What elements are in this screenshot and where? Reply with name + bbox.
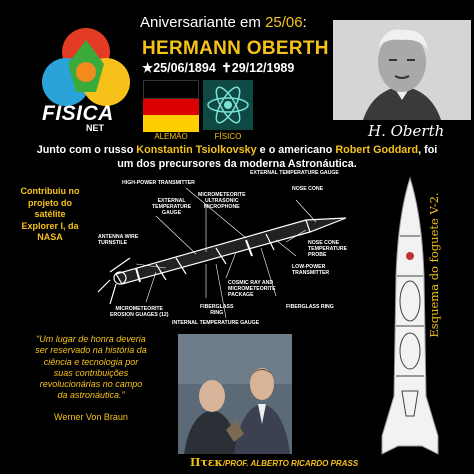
label-line: LOW-POWER	[292, 264, 326, 270]
label-micrometeorite-mic	[198, 192, 246, 210]
label-line: PROBE	[308, 252, 327, 258]
label-low-power-transmitter	[292, 264, 329, 276]
physics-atom-icon	[203, 80, 253, 130]
fisica-net-logo	[36, 20, 140, 136]
footer-pitek: Πτεκ	[190, 456, 223, 469]
logo-text-fisica: FISICA	[42, 102, 114, 125]
explorer-satellite-diagram	[96, 168, 372, 328]
explorer-note-line: Contribuiu no	[20, 186, 80, 196]
explorer-note-line: projeto do	[28, 197, 72, 208]
label-antenna-wire	[98, 234, 138, 246]
logo-text-net: NET	[86, 123, 104, 133]
quote-line: revolucionárias no campo	[39, 379, 143, 390]
oberth-signature: H. Oberth	[368, 122, 445, 140]
label-nose-cone-probe	[308, 240, 347, 258]
quote-line: ser reservado na história da	[35, 345, 147, 356]
label-line: ULTRASONIC	[204, 198, 239, 204]
quote-author: Werner Von Braun	[54, 412, 128, 422]
label-line: EROSION GUAGES (12)	[110, 312, 169, 318]
intro-line-2: um dos precursores da moderna Astronáutica.	[117, 158, 357, 170]
title-date: 25/06	[265, 14, 303, 31]
footer-credit	[190, 456, 358, 469]
person-goddard: Robert Goddard	[335, 144, 419, 156]
germany-label: ALEMÃO	[154, 132, 188, 141]
oberth-von-braun-photo	[178, 334, 292, 454]
title-prefix: Aniversariante em	[140, 14, 266, 31]
label-line: TURNSTILE	[98, 240, 128, 246]
label-line: TEMPERATURE	[152, 204, 192, 210]
explorer-note-line: satélite	[34, 209, 66, 219]
label-line: GAUGE	[162, 210, 182, 216]
label-nose-cone: NOSE CONE	[292, 186, 324, 192]
label-line: NOSE CONE	[308, 240, 340, 246]
label-high-power-transmitter: HIGH-POWER TRANSMITTER	[122, 180, 195, 186]
label-line: MICROMETEORITE	[198, 192, 246, 198]
label-line: FIBERGLASS	[200, 304, 234, 310]
intro-part-3: , foi	[418, 144, 438, 156]
label-cosmic-ray	[228, 280, 276, 298]
label-ext-temp-gauge-left	[152, 198, 191, 216]
quote-line: suas contribuições	[53, 367, 129, 378]
rocket-caption-text: Esquema do foguete V-2.	[427, 192, 441, 338]
von-braun-quote	[6, 334, 176, 402]
label-line: PACKAGE	[228, 292, 254, 298]
label-line: TEMPERATURE	[308, 246, 348, 252]
anniversary-title	[140, 14, 307, 31]
intro-part-2: e o americano	[256, 144, 336, 156]
label-ext-temp-gauge-top: EXTERNAL TEMPERATURE GAUGE	[250, 170, 339, 176]
birth-date: ★25/06/1894	[142, 61, 216, 75]
rocket-caption	[424, 180, 444, 350]
footer-author: /PROF. ALBERTO RICARDO PRASS	[222, 459, 359, 468]
label-line: EXTERNAL	[157, 198, 186, 204]
label-erosion-gauges	[110, 306, 169, 318]
quote-line: ciência e tecnologia por	[43, 356, 139, 367]
label-internal-temp-gauge: INTERNAL TEMPERATURE GAUGE	[172, 320, 260, 326]
label-fiberglass-left	[200, 304, 233, 316]
explorer-note	[6, 186, 94, 244]
label-line: MICROPHONE	[203, 204, 240, 210]
explorer-note-line: Explorer I, da	[21, 220, 79, 231]
label-line: COSMIC RAY AND	[228, 280, 274, 286]
label-line: MICROMETEORITE	[115, 306, 164, 312]
label-line: ANTENNA WIRE	[98, 234, 139, 240]
intro-line-1	[0, 143, 474, 157]
explorer-note-line: NASA	[37, 232, 63, 242]
life-dates	[142, 60, 294, 75]
quote-line: da astronáutica.”	[57, 390, 125, 401]
germany-flag	[143, 80, 199, 130]
intro-part-1: Junto com o russo	[36, 144, 137, 156]
label-line: TRANSMITTER	[292, 270, 330, 276]
label-line: MICROMETEORITE	[228, 286, 276, 292]
intro-text	[0, 143, 474, 171]
label-line: RING	[210, 310, 224, 316]
quote-line: “Um lugar de honra deveria	[36, 334, 146, 344]
title-suffix: :	[302, 14, 307, 31]
death-date: ✝29/12/1989	[221, 61, 295, 75]
oberth-portrait	[333, 20, 471, 120]
person-tsiolkovsky: Konstantin Tsiolkovsky	[136, 144, 257, 156]
label-fiberglass-right: FIBERGLASS RING	[286, 304, 334, 310]
person-name: HERMANN OBERTH	[142, 38, 329, 59]
physics-label: FÍSICO	[214, 132, 242, 141]
